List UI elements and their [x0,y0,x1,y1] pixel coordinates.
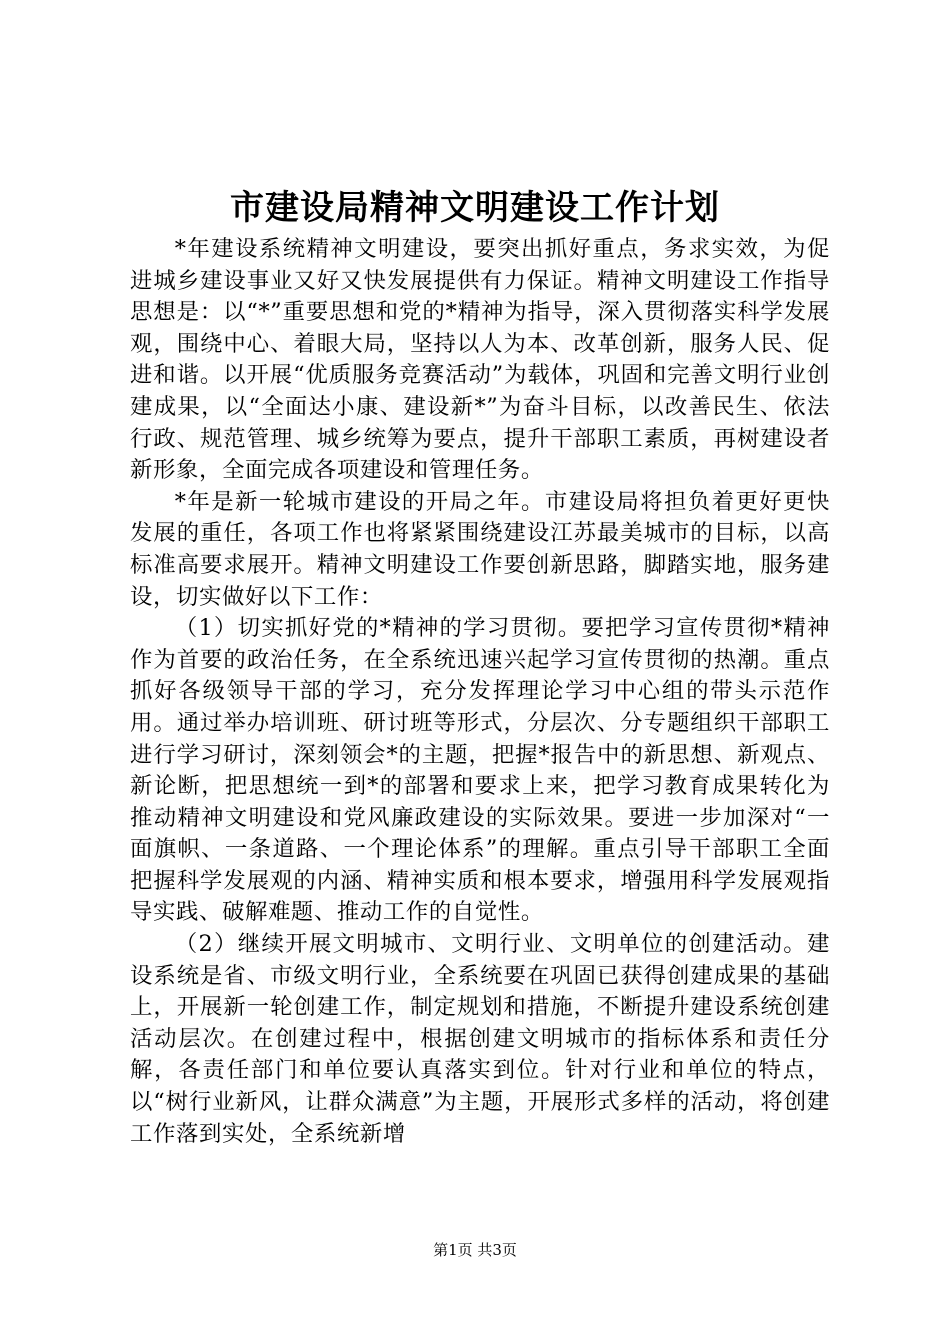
paragraph-item-2: （2）继续开展文明城市、文明行业、文明单位的创建活动。建设系统是省、市级文明行业，全系统要在巩固已获得创建成果的基础上，开展新一轮创建工作，制定规划和措施，不断提升建设系统创建活动层次。在创建过程中，根据创建文明城市的指标体系和责任分解，各责任部门和单位要认真落实到位。针对行业和单位的特点，以“树行业新风，让群众满意”为主题，开展形式多样的活动，将创建工作落到实处，全系统新增 [130,931,830,1147]
paragraph-overview: *年是新一轮城市建设的开局之年。市建设局将担负着更好更快发展的重任，各项工作也将紧紧围绕建设江苏最美城市的目标，以高标准高要求展开。精神文明建设工作要创新思路，脚踏实地，服务建设，切实做好以下工作： [130,488,830,610]
paragraph-intro: *年建设系统精神文明建设，要突出抓好重点，务求实效，为促进城乡建设事业又好又快发展提供有力保证。精神文明建设工作指导思想是：以“*”重要思想和党的*精神为指导，深入贯彻落实科学发展观，围绕中心、着眼大局，坚持以人为本、改革创新，服务人民、促进和谐。以开展“优质服务竞赛活动”为载体，巩固和完善文明行业创建成果，以“全面达小康、建设新*”为奋斗目标，以改善民生、依法行政、规范管理、城乡统筹为要点，提升干部职工素质，再树建设者新形象，全面完成各项建设和管理任务。 [130,236,830,484]
document-body [130,234,830,1150]
page-number-footer: 第1页 共3页 [433,1241,517,1259]
paragraph-item-1: （1）切实抓好党的*精神的学习贯彻。要把学习宣传贯彻*精神作为首要的政治任务，在全系统迅速兴起学习宣传贯彻的热潮。重点抓好各级领导干部的学习，充分发挥理论学习中心组的带头示范作用。通过举办培训班、研讨班等形式，分层次、分专题组织干部职工进行学习研讨，深刻领会*的主题，把握*报告中的新思想、新观点、新论断，把思想统一到*的部署和要求上来，把学习教育成果转化为推动精神文明建设和党风廉政建设的实际效果。要进一步加深对“一面旗帜、一条道路、一个理论体系”的理解。重点引导干部职工全面把握科学发展观的内涵、精神实质和根本要求，增强用科学发展观指导实践、破解难题、推动工作的自觉性。 [130,615,830,926]
document-title: 市建设局精神文明建设工作计划 [230,188,720,228]
